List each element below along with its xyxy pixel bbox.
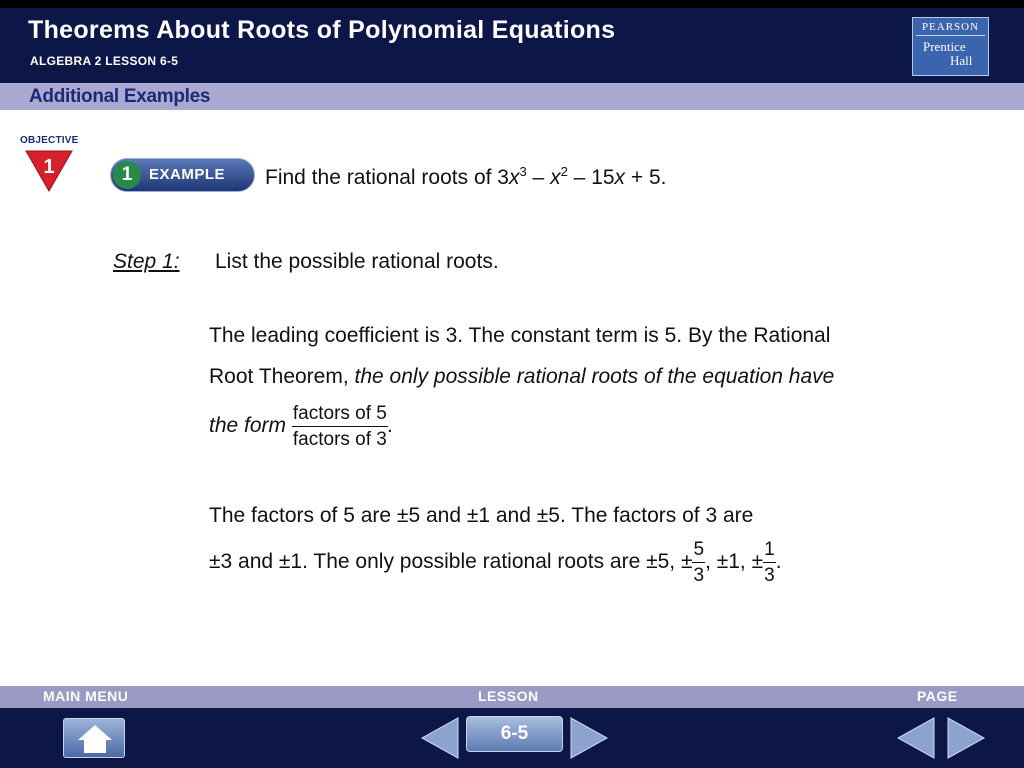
lesson-next-button[interactable]: [569, 716, 609, 760]
root-fraction-2-numerator: 1: [763, 540, 776, 563]
step-label: Step 1:: [113, 250, 180, 273]
objective-triangle-icon: [24, 149, 74, 193]
section-band: [0, 83, 1024, 110]
root-fraction-1-3: [763, 540, 776, 585]
home-icon: [64, 719, 126, 759]
objective-label: OBJECTIVE: [20, 135, 79, 146]
section-title: Additional Examples: [29, 86, 211, 107]
example-number: 1: [113, 161, 141, 189]
lesson-prev-button[interactable]: [420, 716, 460, 760]
problem-exp-2: 2: [560, 164, 568, 179]
slide-title: Theorems About Roots of Polynomial Equations: [28, 16, 616, 44]
paragraph-2-period: .: [775, 550, 782, 574]
main-menu-button[interactable]: [63, 718, 125, 758]
problem-suffix: + 5.: [625, 166, 667, 189]
step-1-text: List the possible rational roots.: [215, 250, 499, 273]
paragraph-1-line-1: The leading coefficient is 3. The constant term is 5. By the Rational: [209, 324, 831, 347]
logo-line-1: PEARSON: [916, 18, 985, 36]
paragraph-2-line-2: [209, 540, 782, 585]
root-fraction-5-3: [692, 540, 705, 585]
paragraph-1-period: .: [387, 414, 394, 438]
step-1: [113, 250, 180, 274]
factors-fraction: [292, 404, 388, 449]
root-fraction-1-denominator: 3: [693, 565, 705, 586]
example-pill: [110, 158, 255, 192]
slide-header: [0, 0, 1024, 83]
objective-badge: [20, 135, 90, 195]
footer-label-bar: [0, 686, 1024, 708]
lesson-number-button[interactable]: 6-5: [466, 716, 563, 752]
fraction-denominator: factors of 3: [292, 429, 387, 450]
paragraph-1-line-2-italic: the only possible rational roots of the equation have: [354, 365, 835, 388]
problem-minus-2: – 15: [567, 166, 615, 189]
root-fraction-2-denominator: 3: [764, 565, 775, 586]
main-menu-label: MAIN MENU: [43, 688, 129, 704]
paragraph-1-line-2-plain: Root Theorem,: [209, 365, 355, 388]
logo-line-3: Hall: [950, 53, 973, 68]
fraction-numerator: factors of 5: [292, 404, 388, 427]
problem-statement: [265, 166, 666, 190]
problem-var-1: x: [508, 166, 520, 189]
problem-minus-1: –: [526, 166, 551, 189]
paragraph-2-text-b: , ±1, ±: [705, 550, 764, 574]
pearson-prentice-hall-logo: [912, 17, 989, 76]
paragraph-1-line-3-italic: the form: [209, 414, 292, 438]
problem-var-2: x: [550, 166, 561, 189]
page-next-button[interactable]: [946, 716, 986, 760]
page-label: PAGE: [917, 688, 958, 704]
problem-prefix: Find the rational roots of 3: [265, 166, 509, 189]
lesson-label: LESSON: [478, 688, 539, 704]
lesson-subtitle: ALGEBRA 2 LESSON 6-5: [30, 54, 179, 68]
root-fraction-1-numerator: 5: [692, 540, 705, 563]
logo-line-2: Prentice: [923, 39, 966, 54]
paragraph-2-text-a: ±3 and ±1. The only possible rational roots are ±5, ±: [209, 550, 693, 574]
paragraph-1-line-3: [209, 404, 394, 449]
problem-exp-1: 3: [519, 164, 527, 179]
paragraph-2-line-1: The factors of 5 are ±5 and ±1 and ±5. The factors of 3 are: [209, 504, 754, 527]
footer-nav: [0, 708, 1024, 768]
example-label: EXAMPLE: [149, 166, 226, 183]
paragraph-1-line-2: [209, 365, 834, 389]
problem-var-3: x: [614, 166, 626, 189]
page-prev-button[interactable]: [896, 716, 936, 760]
objective-number: 1: [43, 156, 55, 178]
